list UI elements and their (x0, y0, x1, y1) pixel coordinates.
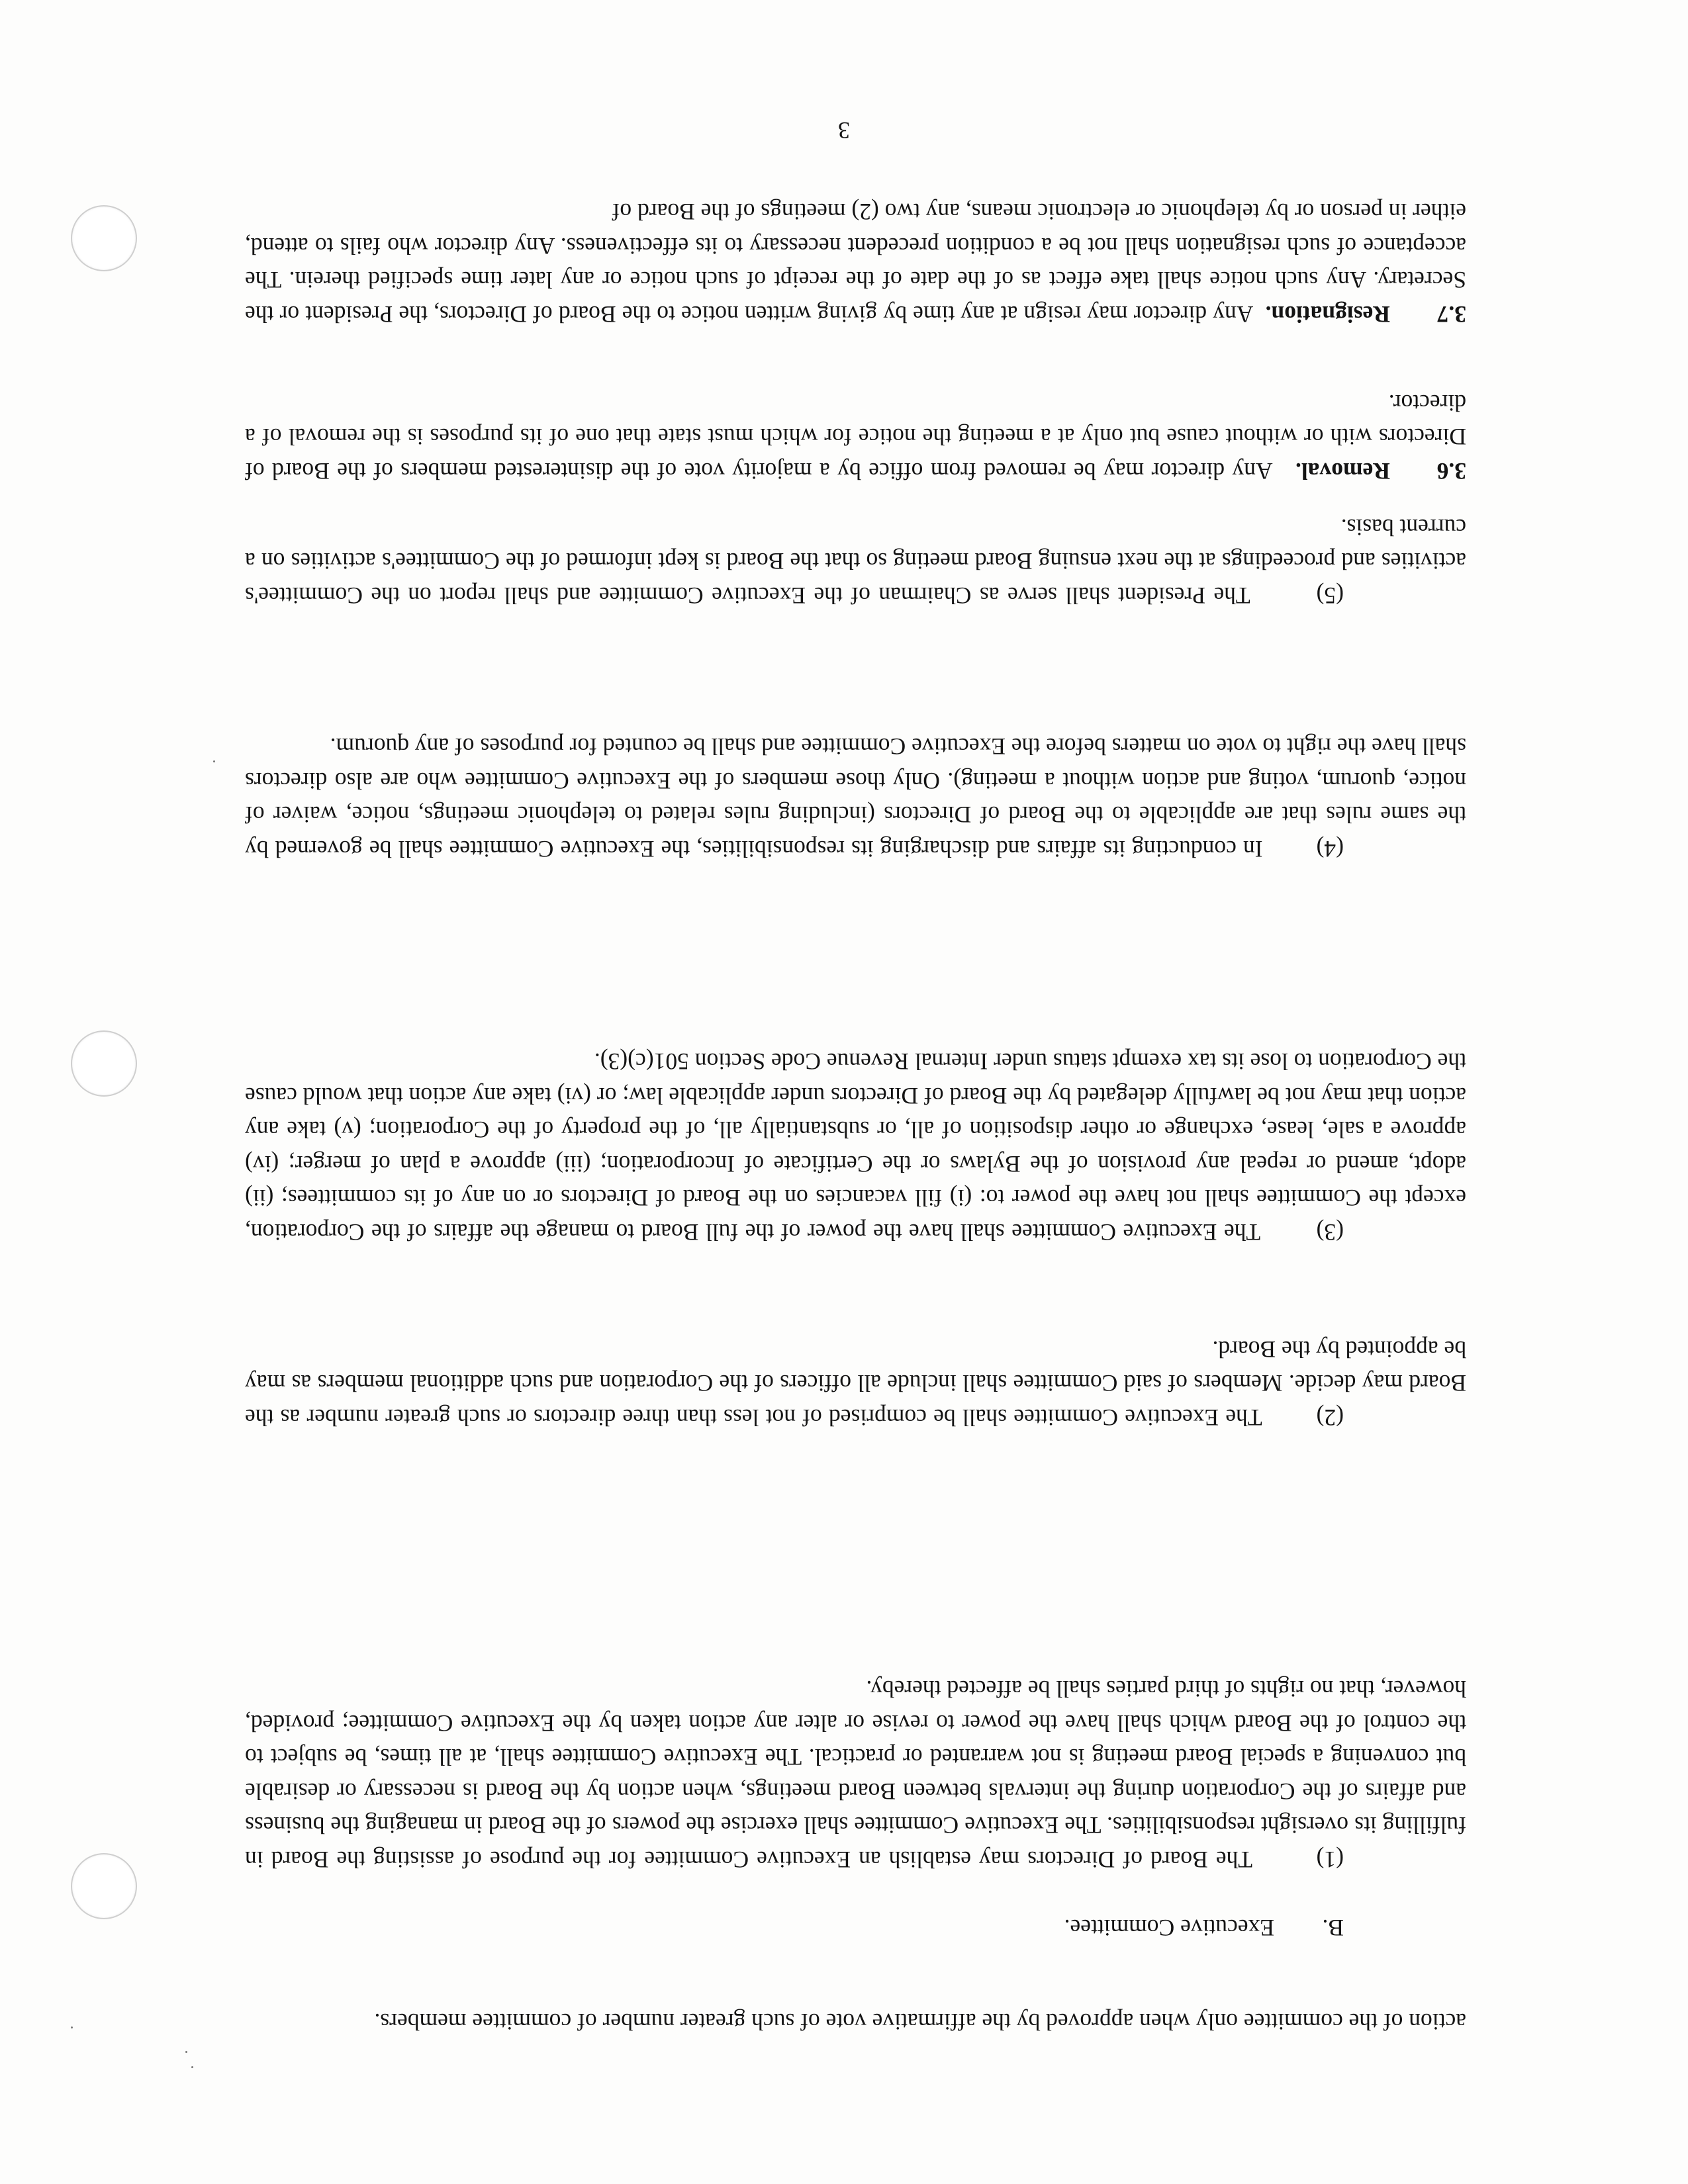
item-text: The President shall serve as Chairman of the Executive Committee and shall report on the Committee's activities and proceedings at the next ensuing Board meeting so that the Board is kept informed of the Committee's activities on a current basis. (244, 514, 1466, 609)
item-text: The Executive Committee shall have the power of the full Board to manage the affairs of the Corporation, except the Committee shall not have the power to: (i) fill vacancies on the Board of Directors or on any of its committees; (ii) adopt, amend or repeal any provision of the Bylaws or the Certificate of Incorporation; (iii) approve a plan of merger; (iv) approve a sale, lease, exchange or other disposition of all, or substantially all, of the property of the Corporation; (v) take any action that may not be lawfully delegated by the Board of Directors under applicable law; or (vi) take any action that would cause the Corporation to lose its tax exempt status under Internal Revenue Code Section 501(c)(3). (245, 1048, 1466, 1246)
item-number: (5) (1316, 582, 1344, 609)
section-3-7-resignation (245, 195, 1466, 331)
page-number: 3 (838, 117, 850, 144)
section-3-6-removal (245, 386, 1466, 488)
section-number: 3.7 (1436, 301, 1466, 328)
executive-committee-item-5 (245, 510, 1466, 613)
item-text: The Executive Committee shall be comprised of not less than three directors or such greater number as the Board may decide. Members of said Committee shall include all officers of the Corporation and such additional members as may be appointed by the Board. (244, 1336, 1466, 1431)
punch-hole-bottom (71, 1853, 137, 1919)
section-title: Resignation. (1265, 301, 1390, 328)
section-text: Any director may be removed from office by a majority vote of the disinterested members of the Board of Directors with or without cause but only at a meeting the notice for which must state that one of its purposes is the removal of a director. (245, 390, 1466, 484)
item-text: The Board of Directors may establish an Executive Committee for the purpose of assisting the Board in fulfilling its oversight responsibilities. The Executive Committee shall exercise the powers of the Board in managing the business and affairs of the Corporation during the intervals between Board meetings, when action by the Board is necessary or desirable but convening a special Board meeting is not warranted or practical. The Executive Committee shall, at all times, be subject to the control of the Board which shall have the power to revise or alter any action taken by the Executive Committee; provided, however, that no rights of third parties shall be affected thereby. (245, 1676, 1466, 1873)
section-heading-text: Executive Committee. (1064, 1915, 1274, 1941)
executive-committee-item-3 (245, 1044, 1466, 1249)
item-text: In conducting its affairs and discharging its responsibilities, the Executive Committee shall be governed by the same rules that are applicable to the Board of Directors (including rules related to telephonic meetings, notice, waiver of notice, quorum, voting and action without a meeting). Only those members of the Executive Committee who are also directors shall have the right to vote on matters before the Executive Committee and shall be counted for purposes of any quorum. (245, 733, 1466, 862)
committee-carryover-text: action of the committee only when approved by the affirmative vote of such greater number of committee members. (374, 2009, 1466, 2035)
item-number: (1) (1316, 1846, 1344, 1873)
item-number: (3) (1316, 1219, 1344, 1246)
committee-carryover-paragraph (245, 2005, 1466, 2039)
executive-committee-item-2 (245, 1332, 1466, 1435)
section-text: Any director may resign at any time by giving written notice to the Board of Directors, the President or the Secretary. Any such notice shall take effect as of the date of the receipt of such notice or any later time specified therein. The acceptance of such resignation shall not be a condition precedent necessary to its effectiveness. Any director who fails to attend, either in person or by telephonic or electronic means, any two (2) meetings of the Board of (244, 199, 1466, 328)
executive-committee-item-1 (245, 1672, 1466, 1876)
punch-hole-top (71, 205, 137, 271)
scan-speck (213, 760, 215, 762)
executive-committee-heading (1064, 1914, 1344, 1942)
scan-speck (191, 2066, 193, 2068)
item-number: (4) (1316, 836, 1344, 862)
scan-speck (185, 2051, 187, 2053)
section-number: 3.6 (1436, 458, 1466, 484)
section-letter: B. (1322, 1915, 1344, 1941)
executive-committee-item-4 (245, 729, 1466, 866)
scan-speck (71, 2026, 73, 2028)
item-number: (2) (1316, 1404, 1344, 1431)
punch-hole-middle (71, 1030, 137, 1097)
section-title: Removal. (1295, 458, 1390, 484)
